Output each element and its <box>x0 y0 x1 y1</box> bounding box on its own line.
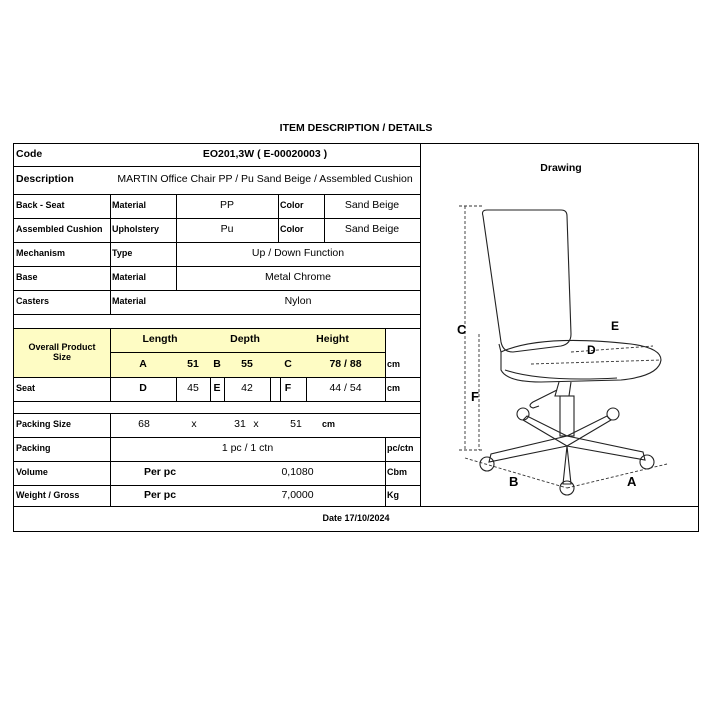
casters-material-value: Nylon <box>284 295 312 308</box>
dim-a-letter: A <box>139 357 147 370</box>
assembled-cushion-label: Assembled Cushion <box>16 224 103 235</box>
code-value: EO201,3W ( E-00020003 ) <box>202 148 328 161</box>
packing-height: 51 <box>290 418 302 431</box>
dim-c-letter: C <box>284 357 292 370</box>
depth-header: Depth <box>230 333 260 346</box>
volume-per: Per pc <box>143 466 177 479</box>
packing-size-unit: cm <box>322 419 336 430</box>
back-seat-label: Back - Seat <box>16 200 65 211</box>
chair-drawing <box>421 184 698 506</box>
cushion-color-value: Sand Beige <box>344 223 400 236</box>
casters-material-key: Material <box>112 296 147 307</box>
back-seat-color-value: Sand Beige <box>344 199 400 212</box>
weight-unit: Kg <box>387 489 399 500</box>
packing-x2: x <box>253 418 259 431</box>
item-details-sheet <box>13 143 699 532</box>
dim-f-value: 44 / 54 <box>329 382 362 395</box>
mechanism-type-value: Up / Down Function <box>251 247 345 260</box>
overall-unit: cm <box>387 358 401 369</box>
casters-label: Casters <box>16 296 50 307</box>
cushion-color-key: Color <box>280 224 304 235</box>
seat-label: Seat <box>16 383 36 394</box>
back-seat-color-key: Color <box>280 200 304 211</box>
description-value: MARTIN Office Chair PP / Pu Sand Beige / Assembled Cushion <box>117 173 413 186</box>
packing-size-label: Packing Size <box>16 419 72 430</box>
drawing-title: Drawing <box>540 162 582 174</box>
dim-e-letter: E <box>213 382 221 395</box>
dim-label-e: E <box>611 319 620 333</box>
description-label: Description <box>16 173 74 186</box>
dim-b-letter: B <box>213 357 221 370</box>
weight-per: Per pc <box>143 488 177 501</box>
dim-a-value: 51 <box>187 357 199 370</box>
back-seat-material-value: PP <box>219 199 234 212</box>
packing-value: 1 pc / 1 ctn <box>221 442 274 455</box>
cushion-upholstery-value: Pu <box>220 223 234 236</box>
cushion-upholstery-key: Upholstery <box>112 224 160 235</box>
packing-unit: pc/ctn <box>387 443 414 454</box>
date-footer: Date 17/10/2024 <box>322 513 390 524</box>
dim-f-letter: F <box>284 382 292 395</box>
dim-d-letter: D <box>139 382 147 395</box>
volume-unit: Cbm <box>387 467 407 478</box>
dim-label-f: F <box>471 389 479 404</box>
dim-label-d: D <box>587 343 596 357</box>
seat-unit: cm <box>387 383 401 394</box>
packing-width: 31 <box>234 418 246 431</box>
packing-label: Packing <box>16 443 51 454</box>
page-title: ITEM DESCRIPTION / DETAILS <box>279 122 433 134</box>
packing-x1: x <box>191 418 197 431</box>
length-header: Length <box>142 333 178 346</box>
packing-length: 68 <box>138 418 150 431</box>
volume-value: 0,1080 <box>281 466 314 479</box>
dim-label-c: C <box>457 322 467 337</box>
dim-c-value: 78 / 88 <box>329 357 362 370</box>
weight-value: 7,0000 <box>281 488 314 501</box>
overall-size-label: Overall Product Size <box>28 342 96 362</box>
mechanism-label: Mechanism <box>16 248 66 259</box>
volume-label: Volume <box>16 467 48 478</box>
dim-label-b: B <box>509 474 519 489</box>
dim-b-value: 55 <box>241 357 253 370</box>
base-material-value: Metal Chrome <box>265 271 331 284</box>
mechanism-type-key: Type <box>112 248 133 259</box>
dim-label-a: A <box>627 474 637 489</box>
code-label: Code <box>16 148 43 161</box>
base-label: Base <box>16 272 38 283</box>
height-header: Height <box>316 333 349 346</box>
dim-d-value: 45 <box>187 382 199 395</box>
weight-label: Weight / Gross <box>16 489 80 500</box>
back-seat-material-key: Material <box>112 200 147 211</box>
base-material-key: Material <box>112 272 147 283</box>
dim-e-value: 42 <box>241 382 253 395</box>
